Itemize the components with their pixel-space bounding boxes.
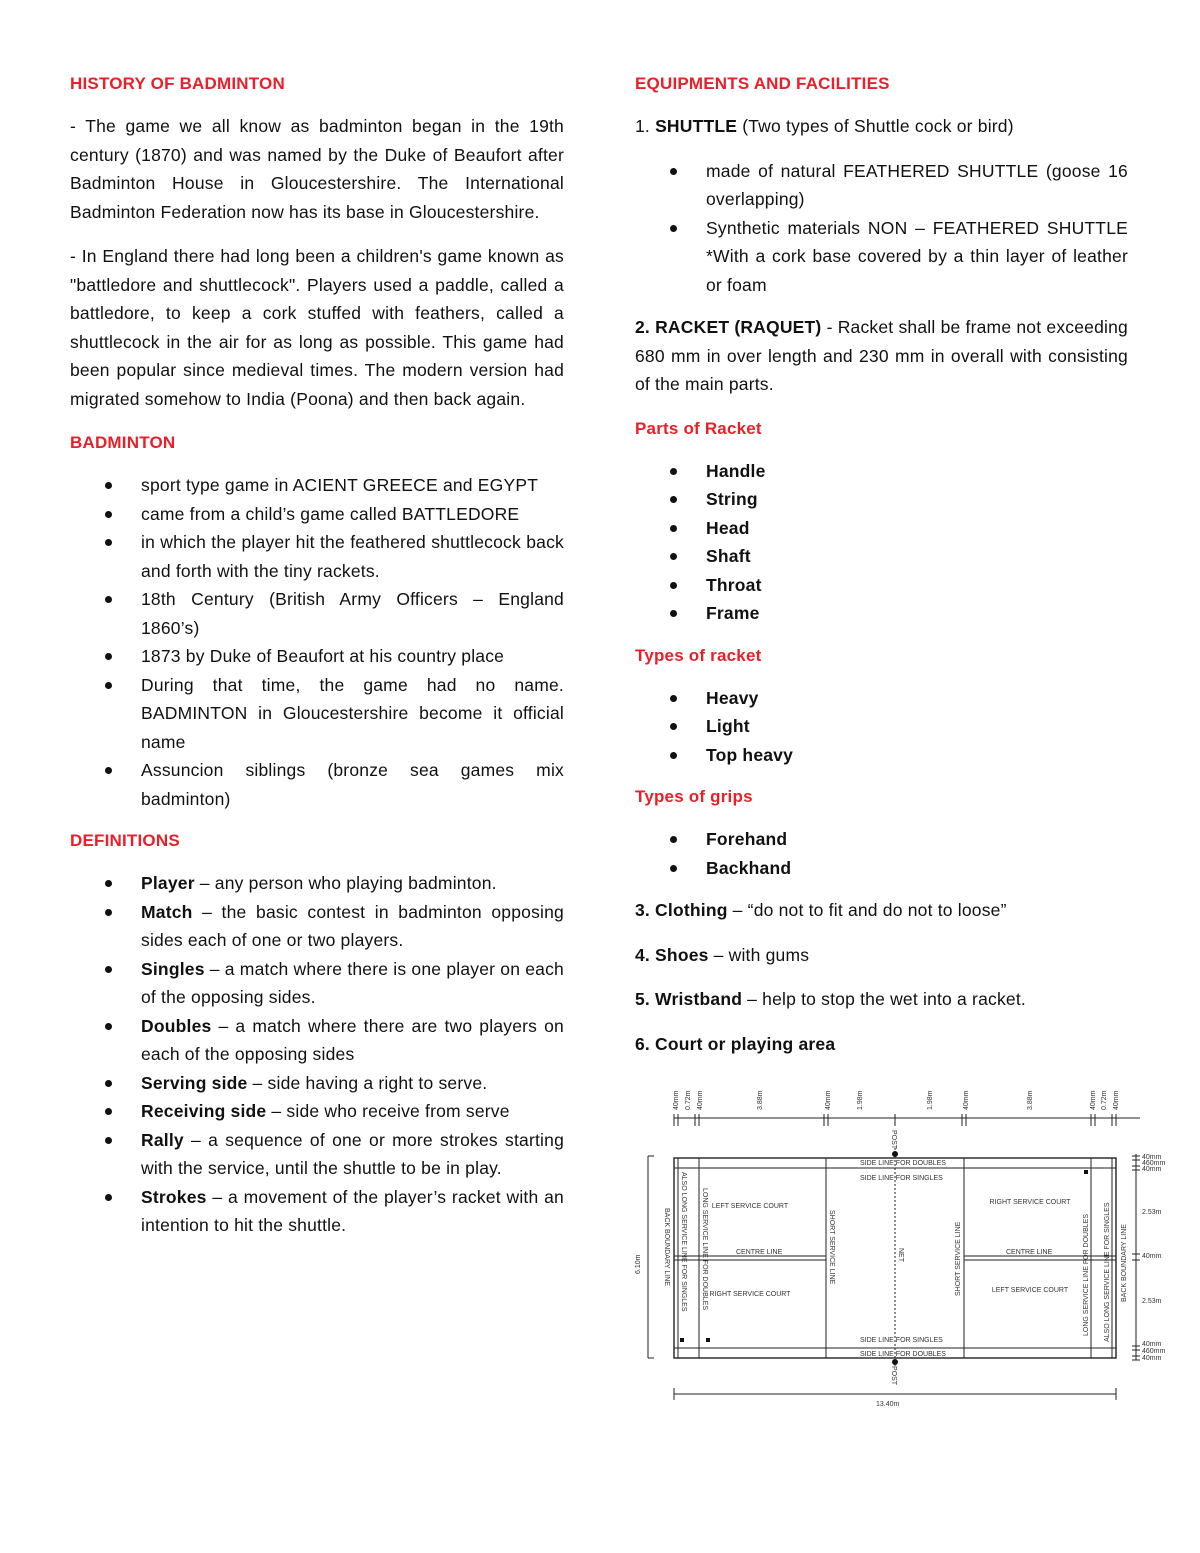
bullet-icon (105, 653, 112, 660)
post-top-marker (892, 1151, 898, 1157)
dim-label: 1.98m (857, 1090, 864, 1110)
shuttle-line: 1. SHUTTLE (Two types of Shuttle cock or bird) (635, 116, 1014, 136)
bullet-icon (105, 966, 112, 973)
clothing-line: 3. Clothing – “do not to fit and do not to loose” (635, 900, 1007, 920)
history-paragraph-2: - In England there had long been a children's game known as "battledore and shuttlecock". Players used a paddle, called a battledore, to keep a cork stuffed with feathers, called a shuttlecock in the air for as long as possible. This game had been popular since medieval times. The modern version had migrated somehow to India (Poona) and then back again. (70, 246, 564, 409)
line-label: ALSO LONG SERVICE LINE FOR SINGLES (680, 1172, 687, 1312)
list-item: 1873 by Duke of Beaufort at his country place (70, 642, 564, 671)
line-label: LONG SERVICE LINE FOR DOUBLES (701, 1188, 708, 1311)
bullet-icon (105, 767, 112, 774)
bullet-icon (105, 682, 112, 689)
line-label: SHORT SERVICE LINE (828, 1210, 835, 1285)
dim-label: 1.98m (927, 1090, 934, 1110)
history-heading: HISTORY OF BADMINTON (70, 74, 285, 93)
list-item: Handle (635, 457, 1128, 486)
corner-marker (1084, 1170, 1088, 1174)
badminton-heading: BADMINTON (70, 433, 176, 452)
corner-marker (680, 1338, 684, 1342)
types-list (635, 684, 1128, 770)
list-item: in which the player hit the feathered shuttlecock back and forth with the tiny rackets. (70, 528, 564, 585)
bullet-icon (670, 496, 677, 503)
court-label: RIGHT SERVICE COURT (989, 1199, 1071, 1206)
definition-item: Match – the basic contest in badminton opposing sides each of one or two players. (70, 898, 564, 955)
side-line-label: SIDE LINE FOR SINGLES (860, 1175, 943, 1182)
definition-item: Singles – a match where there is one player on each of the opposing sides. (70, 955, 564, 1012)
list-item: 18th Century (British Army Officers – England 1860’s) (70, 585, 564, 642)
dim-label: 2.53m (1142, 1298, 1162, 1305)
bullet-icon (105, 1194, 112, 1201)
bullet-icon (670, 525, 677, 532)
bullet-icon (105, 511, 112, 518)
wristband-line: 5. Wristband – help to stop the wet into a racket. (635, 989, 1026, 1009)
dim-label: 40mm (1142, 1355, 1162, 1362)
dim-label: 40mm (963, 1090, 970, 1110)
bullet-icon (670, 865, 677, 872)
dim-label: 2.53m (1142, 1209, 1162, 1216)
side-line-label: SIDE LINE FOR DOUBLES (860, 1160, 946, 1167)
bullet-icon (105, 909, 112, 916)
width-dim-label: 6.10m (635, 1254, 642, 1274)
line-label: BACK BOUNDARY LINE (1121, 1224, 1128, 1302)
badminton-list (70, 471, 564, 813)
list-item: Assuncion siblings (bronze sea games mix badminton) (70, 756, 564, 813)
post-label: POST (890, 1366, 897, 1386)
dim-label: 460mm (1142, 1348, 1166, 1355)
bullet-icon (105, 482, 112, 489)
list-item: Top heavy (635, 741, 1128, 770)
list-item: Backhand (635, 854, 1128, 883)
bullet-icon (105, 596, 112, 603)
dim-label: 40mm (1142, 1253, 1162, 1260)
definition-item: Receiving side – side who receive from serve (70, 1097, 564, 1126)
definition-item: Strokes – a movement of the player’s racket with an intention to hit the shuttle. (70, 1183, 564, 1240)
bullet-icon (670, 168, 677, 175)
centre-line-label: CENTRE LINE (736, 1249, 783, 1256)
bullet-icon (670, 553, 677, 560)
list-item: Frame (635, 599, 1128, 628)
parts-list (635, 457, 1128, 628)
parts-heading: Parts of Racket (635, 418, 762, 438)
dim-label: 40mm (1142, 1341, 1162, 1348)
right-column (635, 70, 1128, 1074)
corner-marker (706, 1338, 710, 1342)
court-label: LEFT SERVICE COURT (991, 1287, 1069, 1294)
definitions-list (70, 869, 564, 1240)
list-item: Light (635, 712, 1128, 741)
dim-label: 40mm (1142, 1154, 1162, 1161)
list-item: sport type game in ACIENT GREECE and EGYPT (70, 471, 564, 500)
bullet-icon (670, 610, 677, 617)
side-line-label: SIDE LINE FOR DOUBLES (860, 1351, 946, 1358)
list-item: made of natural FEATHERED SHUTTLE (goose 16 overlapping) (635, 157, 1128, 214)
list-item: Forehand (635, 825, 1128, 854)
definition-item: Rally – a sequence of one or more strokes starting with the service, until the shuttle to be in play. (70, 1126, 564, 1183)
bullet-icon (105, 1080, 112, 1087)
dim-label: 40mm (1090, 1090, 1097, 1110)
dim-label: 0.72m (1101, 1090, 1108, 1110)
centre-line-label: CENTRE LINE (1006, 1249, 1053, 1256)
grips-list (635, 825, 1128, 882)
bullet-icon (105, 539, 112, 546)
side-line-label: SIDE LINE FOR SINGLES (860, 1337, 943, 1344)
history-paragraph-1: - The game we all know as badminton began in the 19th century (1870) and was named by the Duke of Beaufort after Badminton House in Gloucestershire. The International Badminton Federation now has its base in Gloucestershire. (70, 116, 564, 222)
dim-label: 3.88m (1027, 1090, 1034, 1110)
line-label: BACK BOUNDARY LINE (663, 1208, 670, 1286)
court-label: LEFT SERVICE COURT (711, 1203, 789, 1210)
bullet-icon (105, 1108, 112, 1115)
list-item: came from a child’s game called BATTLEDORE (70, 500, 564, 529)
line-label: LONG SERVICE LINE FOR DOUBLES (1083, 1213, 1090, 1336)
net-label: NET (897, 1248, 904, 1262)
list-item: During that time, the game had no name. BADMINTON in Gloucestershire become it official name (70, 671, 564, 757)
dim-label: 0.72m (685, 1090, 692, 1110)
dim-label: 40mm (673, 1090, 680, 1110)
bullet-icon (670, 695, 677, 702)
bullet-icon (670, 468, 677, 475)
list-item: Shaft (635, 542, 1128, 571)
bullet-icon (670, 836, 677, 843)
length-dim-label: 13.40m (876, 1401, 900, 1408)
shuttle-list (635, 157, 1128, 300)
dim-label: 40mm (825, 1090, 832, 1110)
list-item: Heavy (635, 684, 1128, 713)
list-item: Throat (635, 571, 1128, 600)
definitions-heading: DEFINITIONS (70, 831, 180, 850)
court-line: 6. Court or playing area (635, 1033, 836, 1054)
racket-paragraph: 2. RACKET (RAQUET) - Racket shall be frame not exceeding 680 mm in over length and 230 mm in overall with consisting of the main parts. (635, 317, 1128, 394)
types-heading: Types of racket (635, 645, 762, 665)
dim-label: 460mm (1142, 1160, 1166, 1167)
post-label: POST (890, 1130, 897, 1150)
court-diagram (635, 1088, 1166, 1418)
list-item: Head (635, 514, 1128, 543)
line-label: ALSO LONG SERVICE LINE FOR SINGLES (1104, 1202, 1111, 1342)
shoes-line: 4. Shoes – with gums (635, 944, 810, 965)
list-item: Synthetic materials NON – FEATHERED SHUTTLE *With a cork base covered by a thin layer of leather or foam (635, 214, 1128, 300)
definition-item: Serving side – side having a right to serve. (70, 1069, 564, 1098)
bullet-icon (670, 225, 677, 232)
list-item: String (635, 485, 1128, 514)
line-label: SHORT SERVICE LINE (955, 1221, 962, 1296)
court-label: RIGHT SERVICE COURT (709, 1291, 791, 1298)
dim-label: 40mm (1142, 1166, 1162, 1173)
court-svg (635, 1088, 1166, 1418)
definition-item: Doubles – a match where there are two players on each of the opposing sides (70, 1012, 564, 1069)
dim-label: 3.88m (757, 1090, 764, 1110)
post-bottom-marker (892, 1359, 898, 1365)
bullet-icon (105, 1137, 112, 1144)
bullet-icon (105, 1023, 112, 1030)
definition-item: Player – any person who playing badminton. (70, 869, 564, 898)
equipment-heading: EQUIPMENTS AND FACILITIES (635, 74, 890, 93)
grips-heading: Types of grips (635, 787, 753, 806)
bullet-icon (105, 880, 112, 887)
bullet-icon (670, 582, 677, 589)
bullet-icon (670, 723, 677, 730)
left-column (70, 70, 564, 1254)
dim-label: 40mm (697, 1090, 704, 1110)
bullet-icon (670, 752, 677, 759)
dim-label: 40mm (1113, 1090, 1120, 1110)
